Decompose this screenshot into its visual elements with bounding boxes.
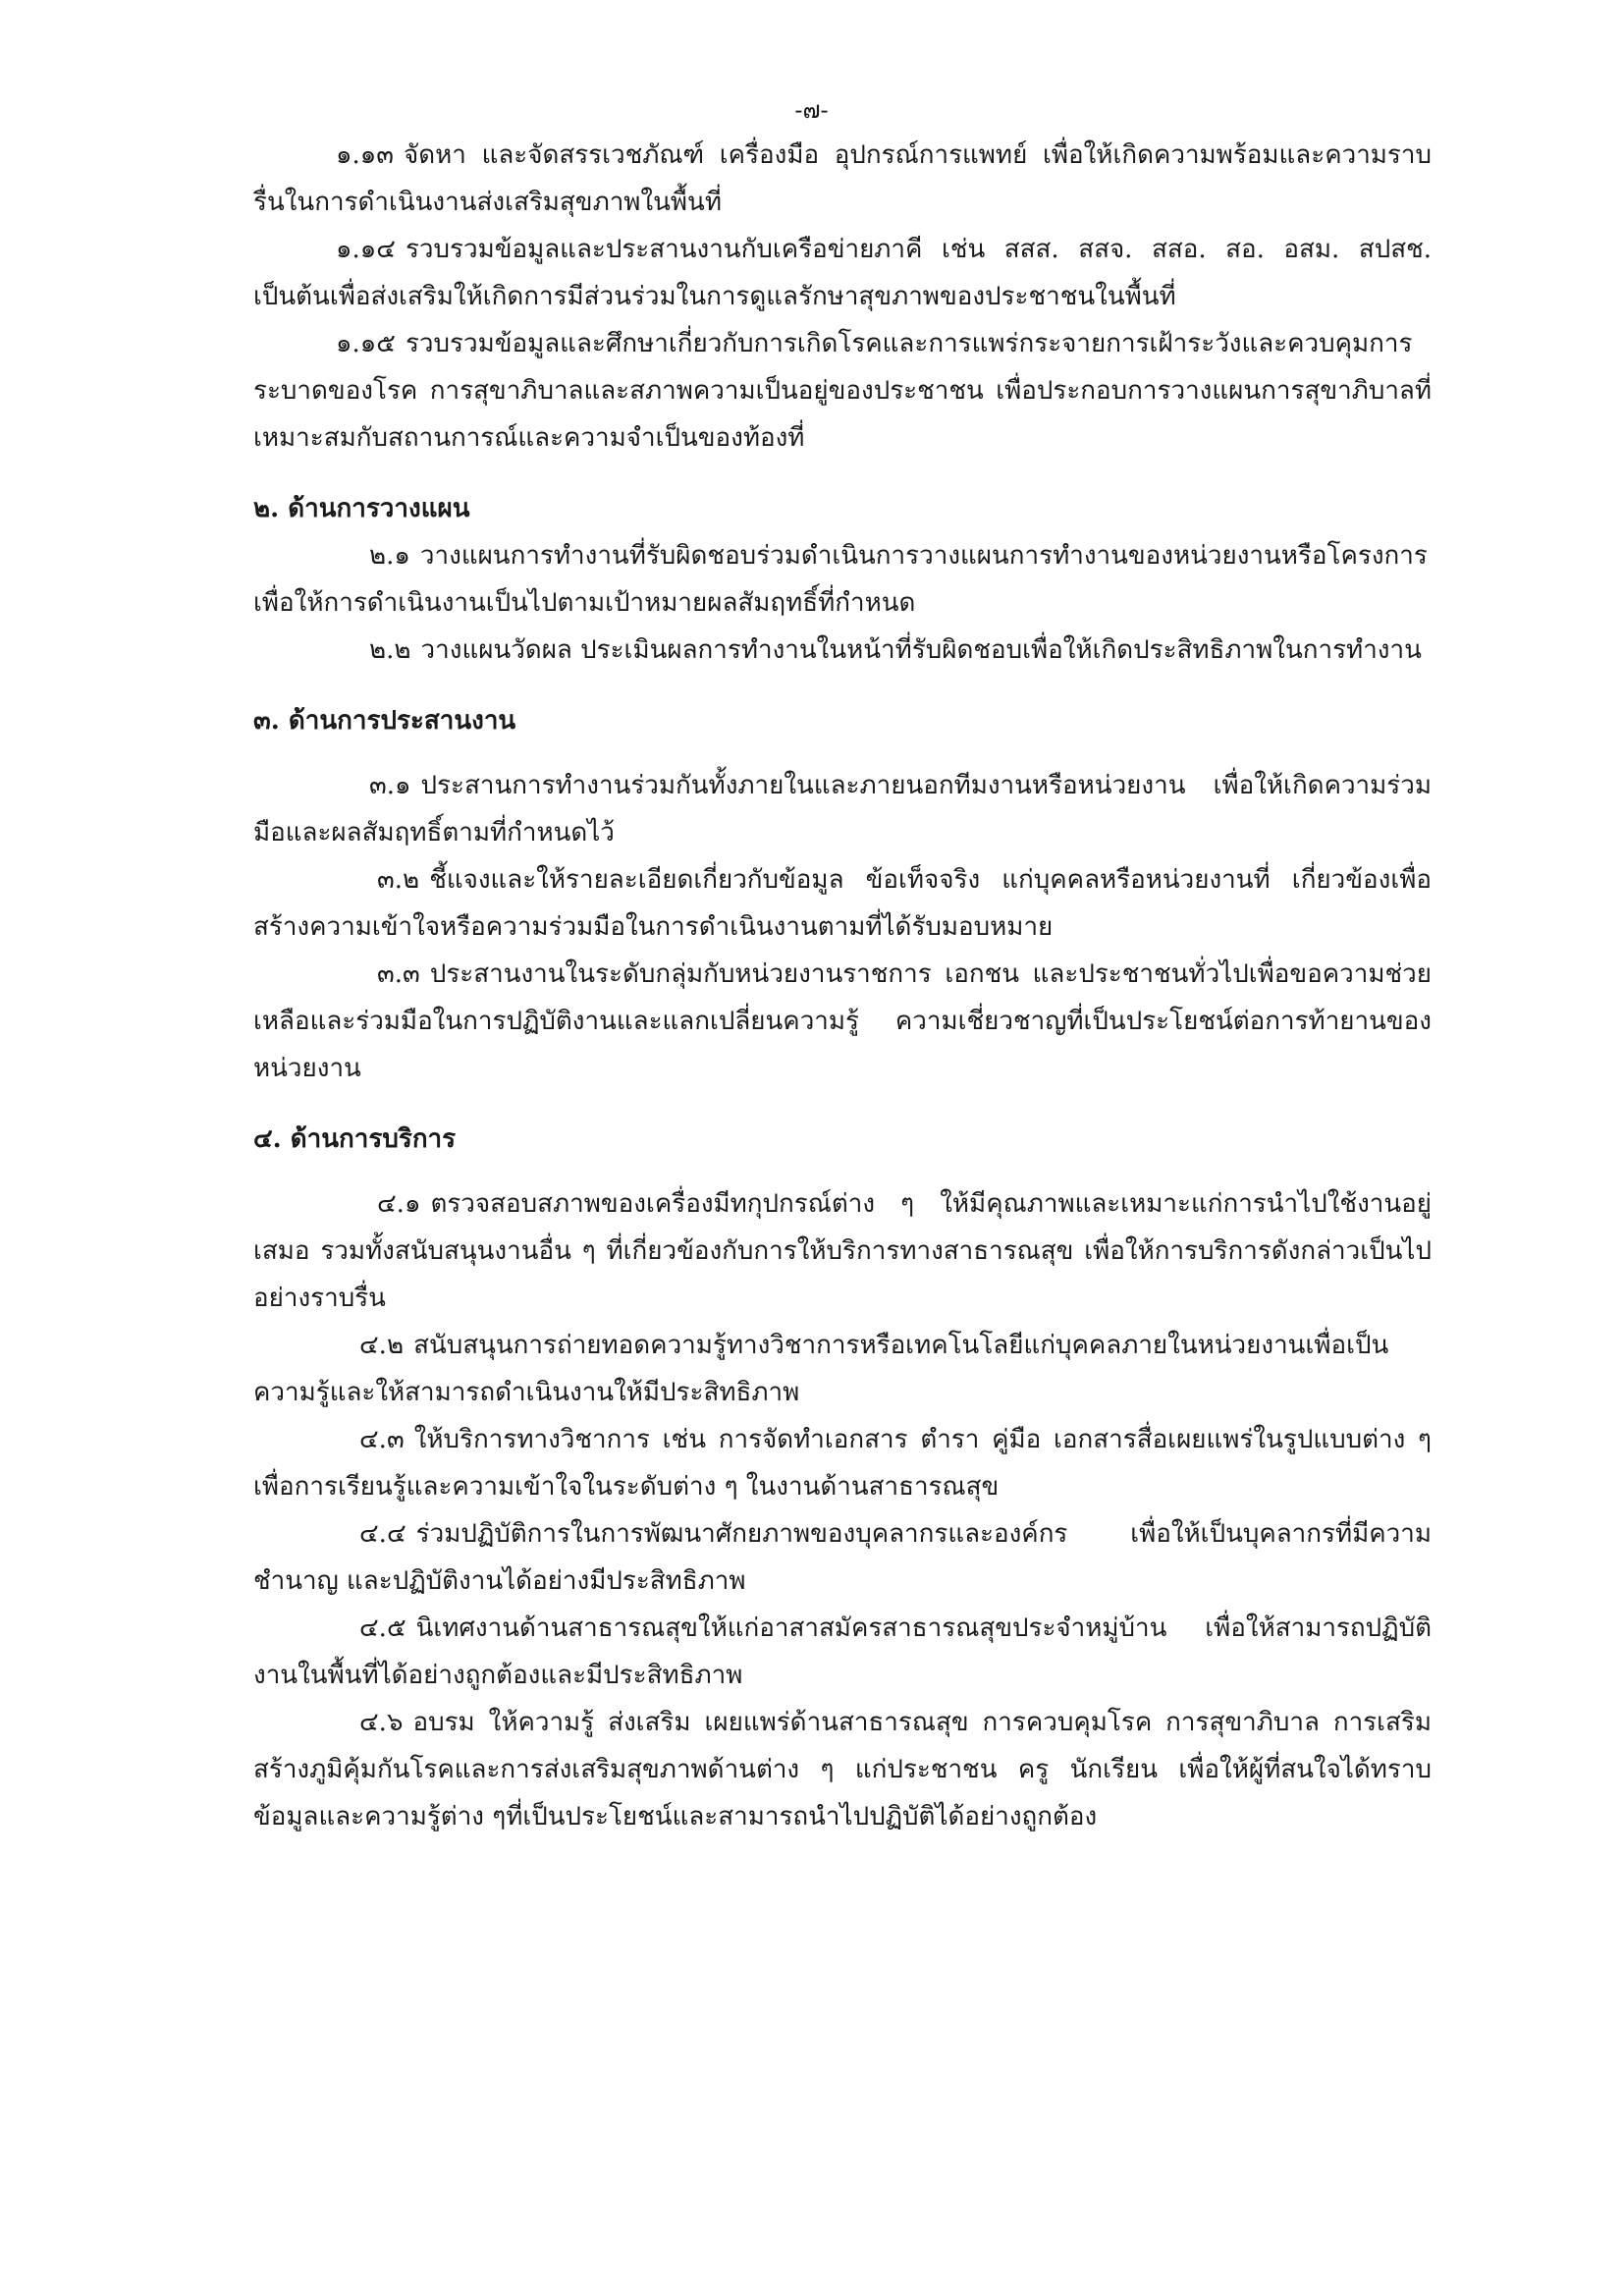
page-number: -๗- [794, 96, 829, 124]
item-number: ๓.๑ [369, 771, 411, 800]
item-text: สนับสนุนการถ่ายทอดความรู้ทางวิชาการหรือเทคโนโลยีแก่บุคคลภายในหน่วยงานเพื่อเป็นความรู้และให้สามารถดำเนินงานให้มีประสิทธิภาพ [253, 1331, 1389, 1407]
item-4-6 [253, 1699, 1432, 1840]
item-text: วางแผนวัดผล ประเมินผลการทำงานในหน้าที่รับผิดชอบเพื่อให้เกิดประสิทธิภาพในการทำงาน [420, 635, 1422, 665]
item-number: ๑.๑๓ [336, 140, 395, 170]
item-2-1 [253, 532, 1432, 627]
item-text: ชี้แจงและให้รายละเอียดเกี่ยวกับข้อมูล ข้อเท็จจริง แก่บุคคลหรือหน่วยงานที่ เกี่ยวข้องเพื่อสร้างความเข้าใจหรือความร่วมมือในการดำเนินงานตามที่ได้รับมอบหมาย [253, 865, 1432, 942]
item-4-5 [253, 1605, 1432, 1699]
item-1-14 [253, 226, 1432, 320]
item-text: จัดหา และจัดสรรเวชภัณฑ์ เครื่องมือ อุปกรณ์การแพทย์ เพื่อให้เกิดความพร้อมและความราบรื่นในการดำเนินงานส่งเสริมสุขภาพในพื้นที่ [253, 140, 1432, 217]
item-text: ตรวจสอบสภาพของเครื่องมีทกุปกรณ์ต่าง ๆ ให้มีคุณภาพและเหมาะแก่การนำไปใช้งานอยู่เสมอ รวมทั้งสนับสนุนงานอื่น ๆ ที่เกี่ยวข้องกับการให้บริการทางสาธารณสุข เพื่อให้การบริการดังกล่าวเป็นไปอย่างราบรื่น [253, 1189, 1432, 1313]
item-text: นิเทศงานด้านสาธารณสุขให้แก่อาสาสมัครสาธารณสุขประจำหมู่บ้าน เพื่อให้สามารถปฏิบัติงานในพื้นที่ได้อย่างถูกต้องและมีประสิทธิภาพ [253, 1613, 1432, 1690]
item-text: รวบรวมข้อมูลและศึกษาเกี่ยวกับการเกิดโรคและการแพร่กระจายการเฝ้าระวังและควบคุมการระบาดของโรค การสุขาภิบาลและสภาพความเป็นอยู่ของประชาชน เพื่อประกอบการวางแผนการสุขาภิบาลที่เหมาะสมกับสถานการณ์และความจำเป็นของท้องที่ [253, 329, 1432, 453]
item-number: ๔.๑ [377, 1189, 421, 1219]
item-number: ๓.๒ [377, 865, 420, 895]
item-text: รวบรวมข้อมูลและประสานงานกับเครือข่ายภาคี เช่น สสส. สสจ. สสอ. สอ. อสม. สปสช. เป็นต้นเพื่อส่งเสริมให้เกิดการมีส่วนร่วมในการดูแลรักษาสุขภาพของประชาชนในพื้นที่ [253, 235, 1432, 311]
item-number: ๑.๑๕ [336, 329, 396, 358]
item-4-4 [253, 1510, 1432, 1605]
item-number: ๑.๑๔ [336, 235, 396, 264]
item-3-3 [253, 951, 1432, 1092]
item-number: ๔.๕ [359, 1613, 406, 1643]
item-number: ๓.๓ [377, 959, 420, 989]
section-heading-service: ๔. ด้านการบริการ [253, 1124, 457, 1154]
item-3-2 [253, 856, 1432, 951]
item-text: ให้บริการทางวิชาการ เช่น การจัดทำเอกสาร ตำรา คู่มือ เอกสารสื่อเผยแพร่ในรูปแบบต่าง ๆ เพื่อการเรียนรู้และความเข้าใจในระดับต่าง ๆ ในงานด้านสาธารณสุข [253, 1425, 1432, 1502]
item-1-13 [253, 132, 1432, 226]
item-number: ๔.๖ [359, 1708, 404, 1737]
item-number: ๒.๑ [369, 541, 410, 571]
document-body [253, 132, 1432, 1840]
item-number: ๔.๒ [359, 1331, 405, 1360]
section-heading-planning: ๒. ด้านการวางแผน [253, 494, 470, 523]
item-4-1 [253, 1180, 1432, 1322]
item-number: ๔.๓ [359, 1425, 405, 1454]
item-number: ๔.๔ [359, 1519, 406, 1549]
item-2-2 [253, 627, 1432, 674]
item-4-2 [253, 1322, 1432, 1416]
item-text: ประสานงานในระดับกลุ่มกับหน่วยงานราชการ เอกชน และประชาชนทั่วไปเพื่อขอความช่วยเหลือและร่วมมือในการปฏิบัติงานและแลกเปลี่ยนความรู้ ความเชี่ยวชาญที่เป็นประโยชน์ต่อการท้ายานของหน่วยงาน [253, 959, 1432, 1083]
section-heading-coordination: ๓. ด้านการประสานงาน [253, 706, 516, 736]
item-text: วางแผนการทำงานที่รับผิดชอบร่วมดำเนินการวางแผนการทำงานของหน่วยงานหรือโครงการเพื่อให้การดำเนินงานเป็นไปตามเป้าหมายผลสัมฤทธิ์ที่กำหนด [253, 541, 1428, 618]
item-text: ประสานการทำงานร่วมกันทั้งภายในและภายนอกทีมงานหรือหน่วยงาน เพื่อให้เกิดความร่วมมือและผลสัมฤทธิ์ตามที่กำหนดไว้ [253, 771, 1432, 847]
item-text: ร่วมปฏิบัติการในการพัฒนาศักยภาพของบุคลากรและองค์กร เพื่อให้เป็นบุคลากรที่มีความชำนาญ และปฏิบัติงานได้อย่างมีประสิทธิภาพ [253, 1519, 1432, 1596]
item-4-3 [253, 1416, 1432, 1510]
item-1-15 [253, 320, 1432, 462]
item-3-1 [253, 762, 1432, 856]
item-text: อบรม ให้ความรู้ ส่งเสริม เผยแพร่ด้านสาธารณสุข การควบคุมโรค การสุขาภิบาล การเสริมสร้างภูมิคุ้มกันโรคและการส่งเสริมสุขภาพด้านต่าง ๆ แก่ประชาชน ครู นักเรียน เพื่อให้ผู้ที่สนใจได้ทราบข้อมูลและความรู้ต่าง ๆที่เป็นประโยชน์และสามารถนำไปปฏิบัติได้อย่างถูกต้อง [253, 1708, 1432, 1831]
item-number: ๒.๒ [369, 635, 411, 665]
